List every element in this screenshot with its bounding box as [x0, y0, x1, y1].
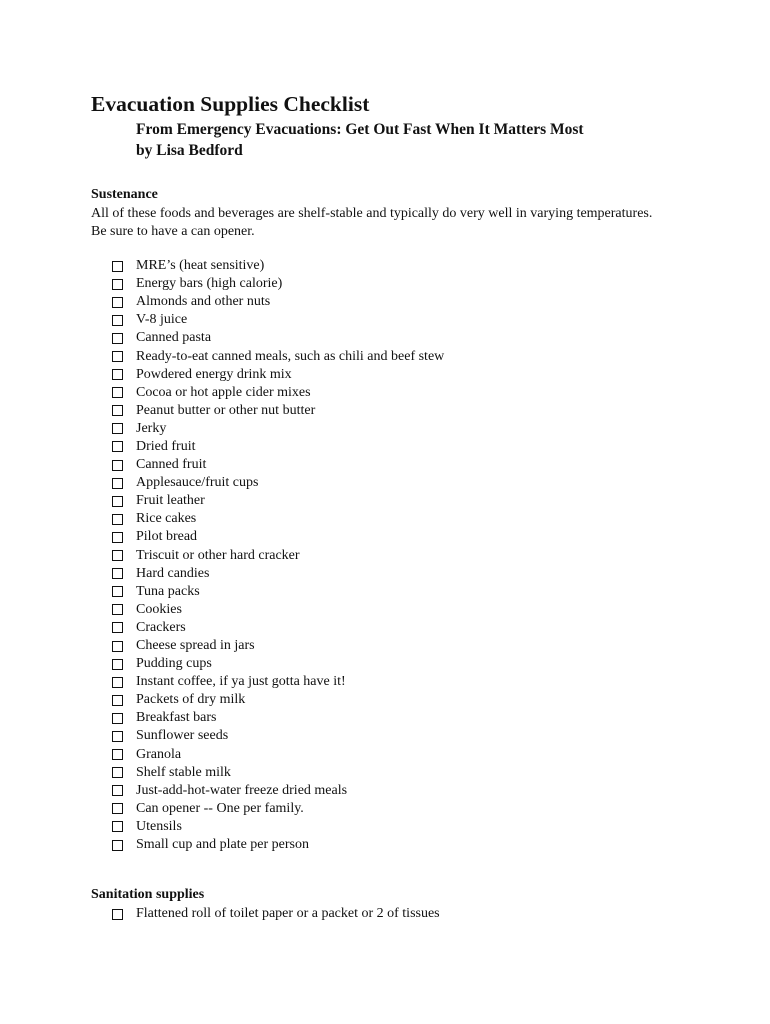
checklist-item-label: Ready-to-eat canned meals, such as chili and beef stew [136, 348, 445, 364]
checklist-item-label: Cookies [136, 601, 182, 617]
checklist-item-label: Granola [136, 746, 182, 762]
checkbox-icon[interactable] [112, 840, 123, 851]
checklist-item-label: Tuna packs [136, 583, 200, 599]
checkbox-icon[interactable] [112, 369, 123, 380]
checkbox-icon[interactable] [112, 568, 123, 579]
checklist-item [112, 673, 444, 691]
checkbox-icon[interactable] [112, 749, 123, 760]
checkbox-icon[interactable] [112, 803, 123, 814]
checklist-item [112, 782, 444, 800]
checkbox-icon[interactable] [112, 909, 123, 920]
checkbox-icon[interactable] [112, 821, 123, 832]
checklist-item-label: Jerky [136, 420, 167, 436]
checkbox-icon[interactable] [112, 315, 123, 326]
checklist-item [112, 329, 444, 347]
checklist-item-label: Small cup and plate per person [136, 837, 310, 853]
checkbox-icon[interactable] [112, 351, 123, 362]
checkbox-icon[interactable] [112, 496, 123, 507]
checklist-item-label: Instant coffee, if ya just gotta have it! [136, 674, 346, 690]
checkbox-icon[interactable] [112, 333, 123, 344]
checklist-item-label: Cheese spread in jars [136, 638, 255, 654]
checkbox-icon[interactable] [112, 731, 123, 742]
checklist-item [112, 836, 444, 854]
checklist-item [112, 691, 444, 709]
checklist-item [112, 800, 444, 818]
checkbox-icon[interactable] [112, 423, 123, 434]
sustenance-checklist [112, 257, 444, 854]
intro-line-2: Be sure to have a can opener. [91, 223, 255, 239]
checklist-item [112, 601, 444, 619]
checklist-item-label: Shelf stable milk [136, 764, 231, 780]
checklist-item [112, 275, 444, 293]
checklist-item-label: V-8 juice [136, 312, 188, 328]
checkbox-icon[interactable] [112, 297, 123, 308]
checklist-item [112, 565, 444, 583]
source-subtitle: From Emergency Evacuations: Get Out Fast When It Matters Most [136, 121, 584, 138]
checkbox-icon[interactable] [112, 532, 123, 543]
checkbox-icon[interactable] [112, 785, 123, 796]
checklist-item [112, 547, 444, 565]
checklist-item [112, 438, 444, 456]
checklist-item [112, 709, 444, 727]
section-heading-sustenance: Sustenance [91, 187, 158, 202]
checklist-item-label: Can opener -- One per family. [136, 800, 304, 816]
checklist-item [112, 727, 444, 745]
checklist-item-label: Rice cakes [136, 511, 197, 527]
checkbox-icon[interactable] [112, 713, 123, 724]
checklist-item [112, 257, 444, 275]
checklist-item [112, 420, 444, 438]
checklist-item-label: MRE’s (heat sensitive) [136, 258, 265, 274]
checkbox-icon[interactable] [112, 677, 123, 688]
checklist-item [112, 583, 444, 601]
checklist-item-label: Sunflower seeds [136, 728, 229, 744]
checkbox-icon[interactable] [112, 641, 123, 652]
checkbox-icon[interactable] [112, 622, 123, 633]
checkbox-icon[interactable] [112, 478, 123, 489]
checklist-item [112, 402, 444, 420]
author-line: by Lisa Bedford [136, 142, 243, 159]
checklist-item [112, 347, 444, 365]
checklist-item [112, 311, 444, 329]
checklist-item-label: Cocoa or hot apple cider mixes [136, 384, 311, 400]
checkbox-icon[interactable] [112, 405, 123, 416]
checklist-item [112, 492, 444, 510]
checklist-item [112, 905, 440, 923]
checkbox-icon[interactable] [112, 604, 123, 615]
checklist-item [112, 818, 444, 836]
checklist-item-label: Crackers [136, 619, 186, 635]
checklist-item-label: Pilot bread [136, 529, 198, 545]
checkbox-icon[interactable] [112, 261, 123, 272]
checklist-item [112, 528, 444, 546]
checkbox-icon[interactable] [112, 767, 123, 778]
checklist-item [112, 510, 444, 528]
checklist-item [112, 637, 444, 655]
section-heading-sanitation: Sanitation supplies [91, 887, 205, 902]
checklist-item [112, 366, 444, 384]
checkbox-icon[interactable] [112, 460, 123, 471]
checklist-item [112, 474, 444, 492]
checklist-item-label: Flattened roll of toilet paper or a packet or 2 of tissues [136, 906, 440, 922]
page-title: Evacuation Supplies Checklist [91, 92, 370, 116]
checklist-item-label: Energy bars (high calorie) [136, 276, 283, 292]
intro-line-1: All of these foods and beverages are shelf-stable and typically do very well in varying temperatures. [91, 206, 653, 221]
checklist-item-label: Packets of dry milk [136, 692, 246, 708]
checklist-item-label: Almonds and other nuts [136, 294, 271, 310]
checkbox-icon[interactable] [112, 514, 123, 525]
checklist-item [112, 619, 444, 637]
checklist-item-label: Triscuit or other hard cracker [136, 547, 300, 563]
checkbox-icon[interactable] [112, 659, 123, 670]
checklist-item [112, 746, 444, 764]
checklist-item [112, 456, 444, 474]
checklist-item-label: Breakfast bars [136, 710, 217, 726]
checkbox-icon[interactable] [112, 279, 123, 290]
checklist-item [112, 384, 444, 402]
checklist-item [112, 764, 444, 782]
checklist-item [112, 293, 444, 311]
checkbox-icon[interactable] [112, 550, 123, 561]
checklist-item-label: Canned pasta [136, 330, 212, 346]
checklist-item-label: Fruit leather [136, 493, 205, 509]
checklist-item [112, 655, 444, 673]
checkbox-icon[interactable] [112, 695, 123, 706]
sanitation-checklist [112, 905, 440, 923]
checklist-item-label: Hard candies [136, 565, 210, 581]
sustenance-intro [91, 205, 711, 240]
checklist-item-label: Peanut butter or other nut butter [136, 402, 316, 418]
checkbox-icon[interactable] [112, 586, 123, 597]
checklist-item-label: Just-add-hot-water freeze dried meals [136, 782, 348, 798]
checklist-item-label: Canned fruit [136, 457, 207, 473]
checklist-item-label: Pudding cups [136, 656, 212, 672]
checklist-item-label: Dried fruit [136, 438, 196, 454]
checklist-item-label: Utensils [136, 818, 182, 834]
checkbox-icon[interactable] [112, 387, 123, 398]
checklist-item-label: Applesauce/fruit cups [136, 475, 259, 491]
checkbox-icon[interactable] [112, 441, 123, 452]
checklist-item-label: Powdered energy drink mix [136, 366, 292, 382]
